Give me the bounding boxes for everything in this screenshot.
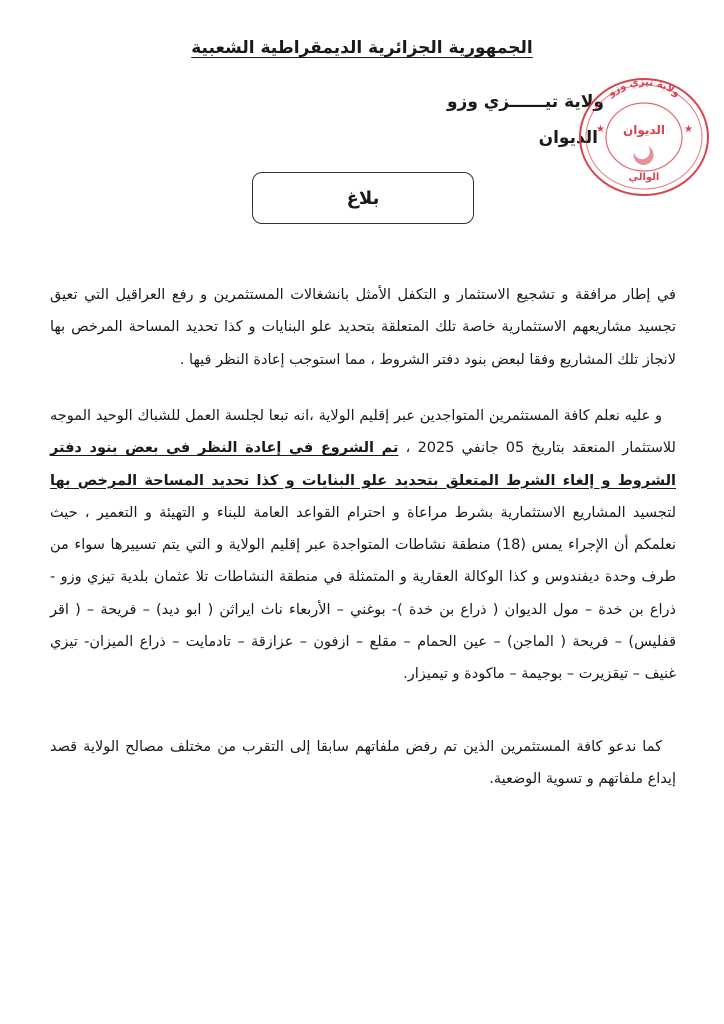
paragraph-main-text (50, 400, 676, 691)
stamp-ring-text: ولاية تيزي وزو (606, 76, 682, 100)
paragraph-main-end: لتجسيد المشاريع الاستثمارية بشرط مراعاة و احترام القواعد العامة للبناء و التهيئة و التعمير ، حيث نعلمكم أن الإجراء يمس (18) منطقة نشاطات المتواجدة عبر إقليم الولاية و التي يتم تسييرها سواء من طرف وحدة ديفندوس و كذا الوكالة العقارية و المتمثلة في منطقة النشاطات تلا عثمان بلدية تيزي وزو - ذراع بن خدة – مول الديوان ( ذراع بن خدة )- بوغني – الأربعاء ناث ايراثن ( ابو ديد) – فريحة – ( اقر قفليس) – فريحة ( الماجن) – عين الحمام – مقلع – ازفون – عزازقة – تادمايت – ذراع الميزان- تيزي غنيف – تيقزيرت – بوجيمة – ماكودة و تيميزار. (50, 504, 676, 683)
paragraph-invitation-content: كما ندعو كافة المستثمرين الذين تم رفض ملفاتهم سابقا إلى التقرب من مختلف مصالح الولاية قصد إيداع ملفاتهم و تسوية الوضعية. (50, 739, 676, 788)
stamp-center-text: الديوان (623, 123, 665, 137)
stamp-bottom-text: الوالي (628, 172, 660, 183)
paragraph-intro (50, 279, 676, 376)
cabinet-label: الديوان (538, 128, 598, 148)
republic-title: الجمهورية الجزائرية الديمقراطية الشعبية (191, 38, 533, 58)
paragraph-main (50, 400, 676, 691)
paragraph-main-highlight: تم الشروع في إعادة النظر في بعض بنود دفتر الشروط و إلغاء الشرط المتعلق بتحديد علو البنايات و كذا تحديد المساحة المرخص بها (50, 440, 676, 489)
star-icon: ★ (596, 124, 605, 135)
paragraph-intro-text: في إطار مرافقة و تشجيع الاستثمار و التكفل الأمثل بانشغالات المستثمرين و رفع العراقيل التي تعيق تجسيد مشاريعهم الاستثمارية خاصة تلك المتعلقة بتحديد علو البنايات و كذا تحديد المساحة المرخص بها لانجاز تلك المشاريع وفقا لبعض بنود دفتر الشروط ، مما استوجب إعادة النظر فيها . (50, 287, 676, 368)
notice-title: بلاغ (346, 187, 380, 209)
paragraph-invitation-text (50, 731, 676, 796)
wilaya-name: ولاية تيــــــزي وزو (446, 92, 604, 112)
official-stamp (574, 74, 714, 200)
crescent-icon (634, 146, 654, 165)
star-icon: ★ (684, 124, 693, 135)
paragraph-main-start: و عليه نعلم كافة المستثمرين المتواجدين عبر إقليم الولاية ،انه تبعا لجلسة العمل للشباك الوحيد الموجه للاستثمار المنعقد بتاريخ 05 جانفي 2025 ، (50, 408, 676, 457)
notice-title-box (252, 172, 474, 224)
paragraph-invitation (50, 731, 676, 796)
